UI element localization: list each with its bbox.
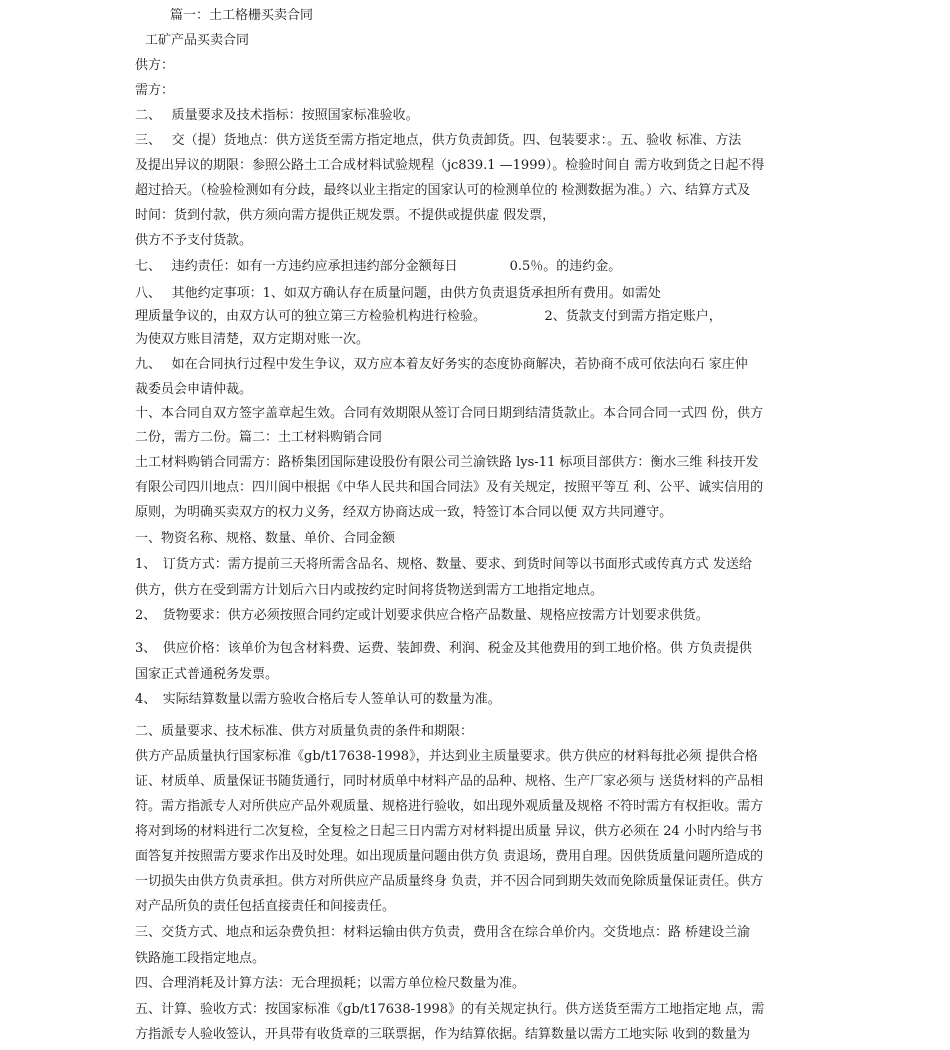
- text-line: 2、 货物要求：供方必须按照合同约定或计划要求供应合格产品数量、规格应按需方计划要求供货。: [135, 608, 709, 623]
- text-line: 四、合理消耗及计算方法：无合理损耗；以需方单位检尺数量为准。: [135, 976, 526, 991]
- text-line: 七、 违约责任：如有一方违约应承担违约部分金额每日 0.5％。的违约金。: [135, 259, 622, 274]
- text-line: 一、物资名称、规格、数量、单价、合同金额: [135, 531, 396, 546]
- text-line: 原则，为明确买卖双方的权力义务，经双方协商达成一致，特签订本合同以便 双方共同遵守。: [135, 505, 673, 520]
- text-line: 二、质量要求、技术标准、供方对质量负责的条件和期限：: [135, 724, 474, 739]
- doc-heading: 篇一：土工格栅买卖合同: [170, 8, 314, 23]
- text-line: 证、材质单、质量保证书随货通行，同时材质单中材料产品的品种、规格、生产厂家必须与 送货材料的产品相: [135, 774, 764, 789]
- text-line: 三、 交（提）货地点：供方送货至需方指定地点，供方负责卸货。四、包装要求：。五、验收 标准、方法: [135, 133, 742, 148]
- text-line: 供方产品质量执行国家标准《gb/t17638-1998》，并达到业主质量要求。供方供应的材料每批必须 提供合格: [135, 749, 758, 764]
- text-line: 供方不予支付货款。: [135, 233, 253, 248]
- text-line: 裁委员会申请仲裁。: [135, 382, 253, 397]
- text-line: 二、 质量要求及技术指标：按照国家标准验收。: [135, 108, 419, 123]
- text-line: 符。需方指派专人对所供应产品外观质量、规格进行验收，如出现外观质量及规格 不符时需方有权拒收。需方: [135, 799, 764, 814]
- text-line: 供方：: [135, 58, 175, 73]
- text-line: 对产品所负的责任包括直接责任和间接责任。: [135, 899, 396, 914]
- text-line: 八、 其他约定事项：1、如双方确认存在质量问题，由供方负责退货承担所有费用。如需处: [135, 286, 661, 301]
- text-line: 3、 供应价格：该单价为包含材料费、运费、装卸费、利润、税金及其他费用的到工地价格。供 方负责提供: [135, 641, 752, 656]
- text-line: 一切损失由供方负责承担。供方对所供应产品质量终身 负责，并不因合同到期失效而免除质量保证责任。供方: [135, 874, 764, 889]
- text-line: 4、 实际结算数量以需方验收合格后专人签单认可的数量为准。: [135, 692, 501, 707]
- text-line: 理质量争议的，由双方认可的独立第三方检验机构进行检验。 2、货款支付到需方指定账户，: [135, 309, 722, 324]
- text-line: 二份，需方二份。篇二：土工材料购销合同: [135, 430, 383, 445]
- text-line: 方指派专人验收签认，开具带有收货章的三联票据，作为结算依据。结算数量以需方工地实际 收到的数量为: [135, 1027, 751, 1042]
- text-line: 时间：货到付款，供方须向需方提供正规发票。不提供或提供虚 假发票，: [135, 208, 556, 223]
- text-line: 1、 订货方式：需方提前三天将所需含品名、规格、数量、要求、到货时间等以书面形式或传真方式 发送给: [135, 557, 752, 572]
- text-line: 为使双方账目清楚，双方定期对账一次。: [135, 332, 370, 347]
- text-line: 将对到场的材料进行二次复检，全复检之日起三日内需方对材料提出质量 异议，供方必须在 24 小时内给与书: [135, 824, 762, 839]
- text-line: 国家正式普通税务发票。: [135, 667, 279, 682]
- text-line: 九、 如在合同执行过程中发生争议，双方应本着友好务实的态度协商解决，若协商不成可依法向石 家庄仲: [135, 357, 748, 372]
- text-line: 超过拾天。（检验检测如有分歧，最终以业主指定的国家认可的检测单位的 检测数据为准。）六、结算方式及: [135, 183, 751, 198]
- text-line: 供方，供方在受到需方计划后六日内或按约定时间将货物送到需方工地指定地点。: [135, 583, 604, 598]
- text-line: 有限公司四川地点：四川阆中根据《中华人民共和国合同法》及有关规定，按照平等互 利、公平、诚实信用的: [135, 480, 764, 495]
- text-line: 及提出异议的期限：参照公路土工合成材料试验规程（jc839.1 —1999）。检验时间自 需方收到货之日起不得: [135, 158, 765, 173]
- text-line: 三、交货方式、地点和运杂费负担：材料运输由供方负责，费用含在综合单价内。交货地点：路 桥建设兰渝: [135, 925, 751, 940]
- doc-subheading: 工矿产品买卖合同: [145, 33, 250, 48]
- text-line: 铁路施工段指定地点。: [135, 951, 266, 966]
- text-line: 面答复并按照需方要求作出及时处理。如出现质量问题由供方负 责退场，费用自理。因供货质量问题所造成的: [135, 849, 764, 864]
- text-line: 土工材料购销合同需方：路桥集团国际建设股份有限公司兰渝铁路 lys-11 标项目部供方：衡水三维 科技开发: [135, 455, 759, 470]
- text-line: 需方：: [135, 83, 175, 98]
- text-line: 五、计算、验收方式：按国家标准《gb/t17638-1998》的有关规定执行。供方送货至需方工地指定地 点，需: [135, 1002, 765, 1017]
- text-line: 十、本合同自双方签字盖章起生效。合同有效期限从签订合同日期到结清货款止。本合同合同一式四 份，供方: [135, 406, 764, 421]
